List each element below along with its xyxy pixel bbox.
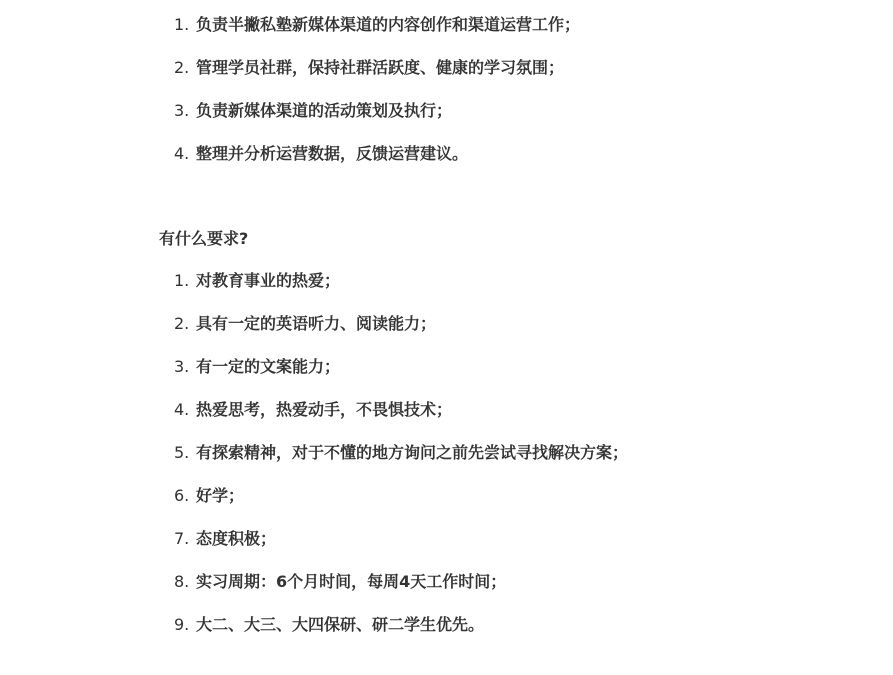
list-number: 5. — [174, 443, 190, 462]
list-text: 实习周期：6个月时间，每周4天工作时间； — [196, 572, 507, 591]
list-item — [0, 526, 893, 569]
list-number: 2. — [174, 58, 190, 77]
list-item — [0, 397, 893, 440]
list-item — [0, 483, 893, 526]
list-item — [0, 311, 893, 354]
list-number: 9. — [174, 615, 190, 634]
list-item — [0, 612, 893, 655]
list-text: 大二、大三、大四保研、研二学生优先。 — [196, 615, 485, 634]
list-text: 好学； — [196, 486, 245, 505]
list-item — [0, 440, 893, 483]
list-item — [0, 268, 893, 311]
list-number: 6. — [174, 486, 190, 505]
list-number: 3. — [174, 357, 190, 376]
list-text: 管理学员社群，保持社群活跃度、健康的学习氛围； — [196, 58, 565, 77]
list-text: 热爱思考，热爱动手，不畏惧技术； — [196, 400, 453, 419]
list-number: 7. — [174, 529, 190, 548]
list-item — [0, 12, 893, 55]
list-item — [0, 141, 893, 184]
list-text: 负责新媒体渠道的活动策划及执行； — [196, 101, 453, 120]
list-number: 4. — [174, 144, 190, 163]
list-text: 整理并分析运营数据，反馈运营建议。 — [196, 144, 469, 163]
list-number: 2. — [174, 314, 190, 333]
list-item — [0, 354, 893, 397]
list-text: 态度积极； — [196, 529, 277, 548]
list-number: 3. — [174, 101, 190, 120]
list-text: 具有一定的英语听力、阅读能力； — [196, 314, 437, 333]
list-number: 4. — [174, 400, 190, 419]
list-item — [0, 569, 893, 612]
list-text: 对教育事业的热爱； — [196, 271, 341, 290]
list-text: 有一定的文案能力； — [196, 357, 341, 376]
requirements-list — [0, 268, 893, 655]
list-text: 有探索精神，对于不懂的地方询问之前先尝试寻找解决方案； — [196, 443, 629, 462]
list-item — [0, 55, 893, 98]
list-text: 负责半撇私塾新媒体渠道的内容创作和渠道运营工作； — [196, 15, 581, 34]
list-number: 8. — [174, 572, 190, 591]
requirements-heading: 有什么要求? — [159, 229, 249, 248]
duties-list — [0, 12, 893, 184]
list-number: 1. — [174, 271, 190, 290]
list-item — [0, 98, 893, 141]
list-number: 1. — [174, 15, 190, 34]
